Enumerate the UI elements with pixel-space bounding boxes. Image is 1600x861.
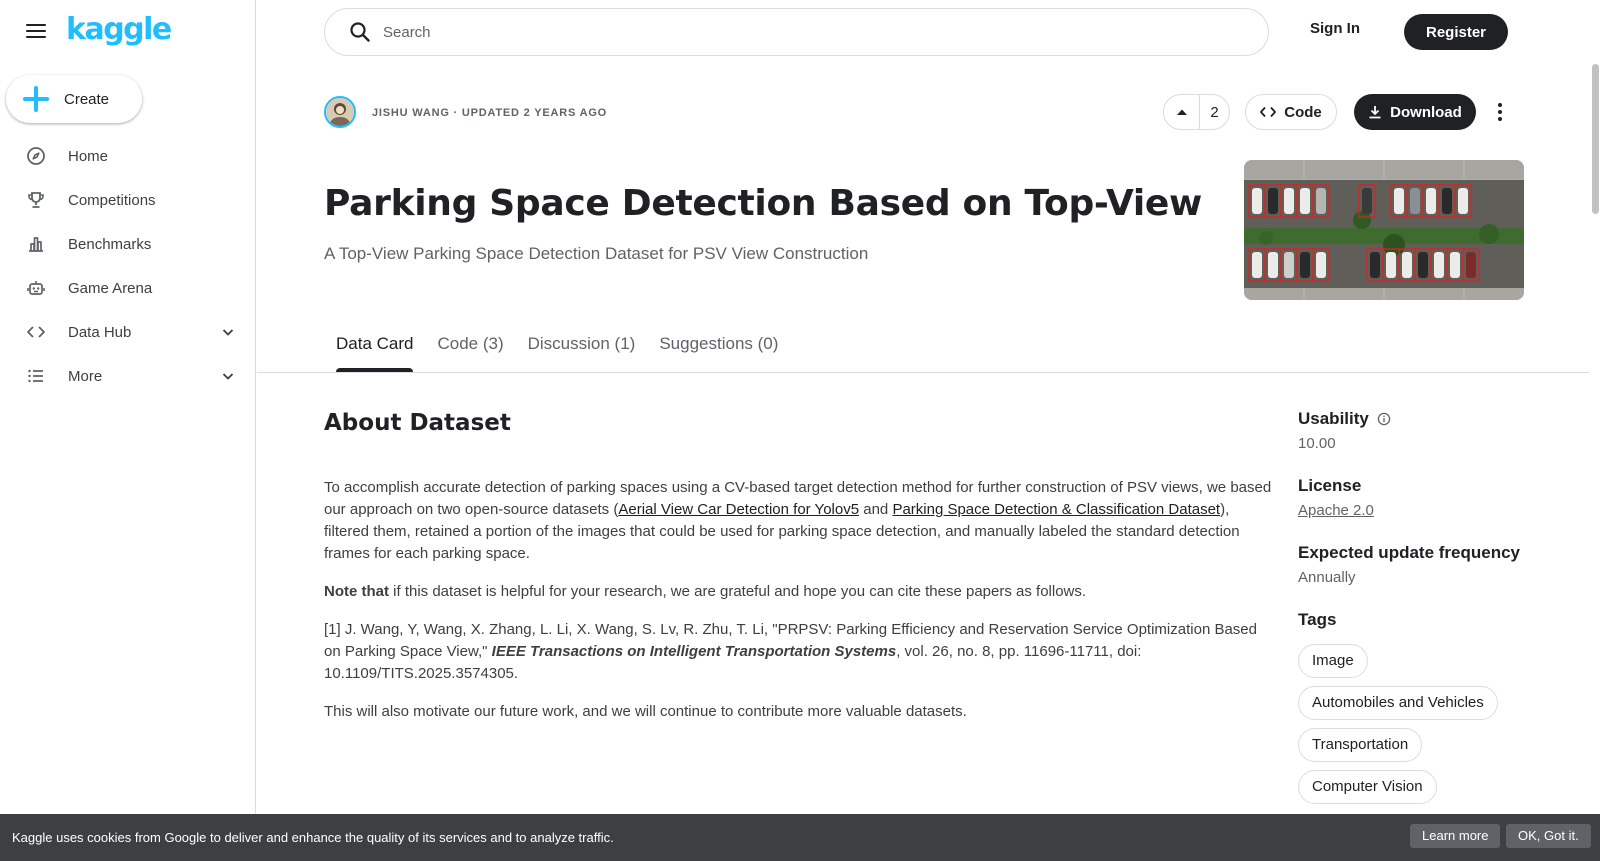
search-bar[interactable] [324, 8, 1269, 56]
about-dataset-heading: About Dataset [324, 410, 511, 436]
avatar-image [326, 98, 354, 126]
register-button[interactable]: Register [1404, 14, 1508, 50]
search-icon [349, 21, 371, 43]
sidebar-item-label: Data Hub [68, 323, 132, 341]
compass-icon [26, 146, 46, 166]
usability-value: 10.00 [1298, 435, 1336, 452]
tab-discussion[interactable]: Discussion (1) [527, 334, 636, 353]
license-link[interactable]: Apache 2.0 [1298, 502, 1374, 519]
cookie-text: Kaggle uses cookies from Google to deliver and enhance the quality of its services and to analyze traffic. [12, 830, 614, 845]
tab-code[interactable]: Code (3) [437, 334, 504, 353]
sidebar-item-more[interactable] [0, 354, 256, 398]
create-label: Create [64, 90, 110, 108]
code-brackets-icon [26, 322, 46, 342]
dataset-cover-image [1244, 160, 1524, 300]
download-button-label: Download [1390, 103, 1462, 121]
tag-list [1298, 644, 1558, 812]
upvote-arrow-icon[interactable] [1164, 95, 1200, 129]
update-frequency-heading: Expected update frequency [1298, 543, 1521, 562]
note-paragraph [324, 581, 1276, 603]
scrollbar-thumb[interactable] [1592, 64, 1599, 214]
sidebar-item-label: Game Arena [68, 279, 153, 297]
tag-transportation[interactable]: Transportation [1298, 728, 1422, 762]
license-heading: License [1298, 476, 1362, 495]
code-button-label: Code [1284, 103, 1322, 121]
description-text: To accomplish accurate detection of parking spaces using a CV-based target detection method for further construction of PSV views, we based our approach on two open-source datasets ( [324, 479, 1272, 518]
code-brackets-icon [1260, 106, 1276, 118]
tag-image[interactable]: Image [1298, 644, 1368, 678]
note-bold: Note that [324, 583, 389, 600]
upvote-count: 2 [1210, 103, 1219, 121]
trophy-icon [26, 190, 46, 210]
parking-lot-aerial-image [1244, 160, 1524, 300]
chevron-down-icon[interactable] [220, 324, 236, 340]
description-paragraph [324, 477, 1276, 565]
list-icon [26, 366, 46, 386]
cookie-banner [0, 814, 1600, 861]
learn-more-button[interactable]: Learn more [1410, 824, 1500, 848]
page-subtitle: A Top-View Parking Space Detection Dataset for PSV View Construction [324, 244, 869, 263]
sidebar-item-label: Competitions [68, 191, 156, 209]
code-button[interactable] [1245, 94, 1337, 130]
sidebar-item-game-arena[interactable] [0, 266, 256, 310]
sidebar-item-data-hub[interactable] [0, 310, 256, 354]
create-button[interactable] [6, 75, 142, 123]
owner-updated-line: JISHU WANG · UPDATED 2 YEARS AGO [372, 107, 608, 119]
tab-data-card[interactable]: Data Card [336, 334, 413, 372]
tab-suggestions[interactable]: Suggestions (0) [659, 334, 779, 353]
sidebar-item-home[interactable] [0, 134, 256, 178]
citation-text: [1] J. Wang, Y, Wang, X. Zhang, L. Li, X. Wang, S. Lv, R. Zhu, T. Li, "PRPSV: Parking Efficiency and Reservation Service Optimization Based on Parking Space View," [324, 621, 1257, 660]
info-icon[interactable] [1377, 412, 1391, 426]
sidebar-item-label: Home [68, 147, 109, 165]
sidebar-item-label: More [68, 367, 103, 385]
link-aerial-view-car-detection[interactable]: Aerial View Car Detection for Yolov5 [618, 501, 860, 518]
citation-journal: IEEE Transactions on Intelligent Transportation Systems [491, 643, 897, 660]
usability-heading [1298, 409, 1558, 429]
tabs-divider [257, 372, 1589, 373]
sidebar-item-benchmarks[interactable] [0, 222, 256, 266]
description-text: and [859, 501, 893, 518]
sidebar-item-label: Benchmarks [68, 235, 152, 253]
search-input[interactable] [383, 24, 1183, 41]
tags-heading: Tags [1298, 610, 1337, 629]
update-frequency-value: Annually [1298, 569, 1356, 586]
avatar[interactable] [324, 96, 356, 128]
sidebar [0, 0, 256, 861]
download-icon [1368, 105, 1382, 119]
metadata-panel [1298, 409, 1558, 812]
download-button[interactable] [1354, 94, 1476, 130]
link-parking-space-detection-classification[interactable]: Parking Space Detection & Classification Dataset [892, 501, 1221, 518]
note-text: if this dataset is helpful for your research, we are grateful and hope you can cite these papers as follows. [389, 583, 1087, 600]
kaggle-logo[interactable]: kaggle [66, 12, 171, 47]
dataset-tabs [336, 334, 802, 372]
more-options-icon[interactable] [1490, 100, 1510, 124]
sidebar-item-competitions[interactable] [0, 178, 256, 222]
description-text: ), filtered them, retained a portion of the images that could be used for parking space detection, and manually labeled the standard detection frames for each parking space. [324, 501, 1240, 562]
closing-paragraph: This will also motivate our future work, and we will continue to contribute more valuable datasets. [324, 703, 967, 720]
hamburger-menu-icon[interactable] [24, 20, 48, 44]
tag-computer-vision[interactable]: Computer Vision [1298, 770, 1437, 804]
dataset-description [324, 477, 1276, 739]
sign-in-button[interactable]: Sign In [1310, 20, 1360, 37]
robot-icon [26, 278, 46, 298]
ok-got-it-button[interactable]: OK, Got it. [1506, 824, 1591, 848]
usability-label: Usability [1298, 409, 1369, 428]
plus-icon [23, 86, 49, 112]
sidebar-nav [0, 134, 256, 398]
citation-paragraph [324, 619, 1276, 685]
upvote-button[interactable] [1163, 94, 1230, 130]
citation-text: , vol. 26, no. 8, pp. 11696-11711, doi: 10.1109/TITS.2025.3574305. [324, 643, 1142, 682]
tag-automobiles-and-vehicles[interactable]: Automobiles and Vehicles [1298, 686, 1498, 720]
chevron-down-icon[interactable] [220, 368, 236, 384]
bar-chart-icon [26, 234, 46, 254]
page-title: Parking Space Detection Based on Top-View [324, 183, 1202, 224]
